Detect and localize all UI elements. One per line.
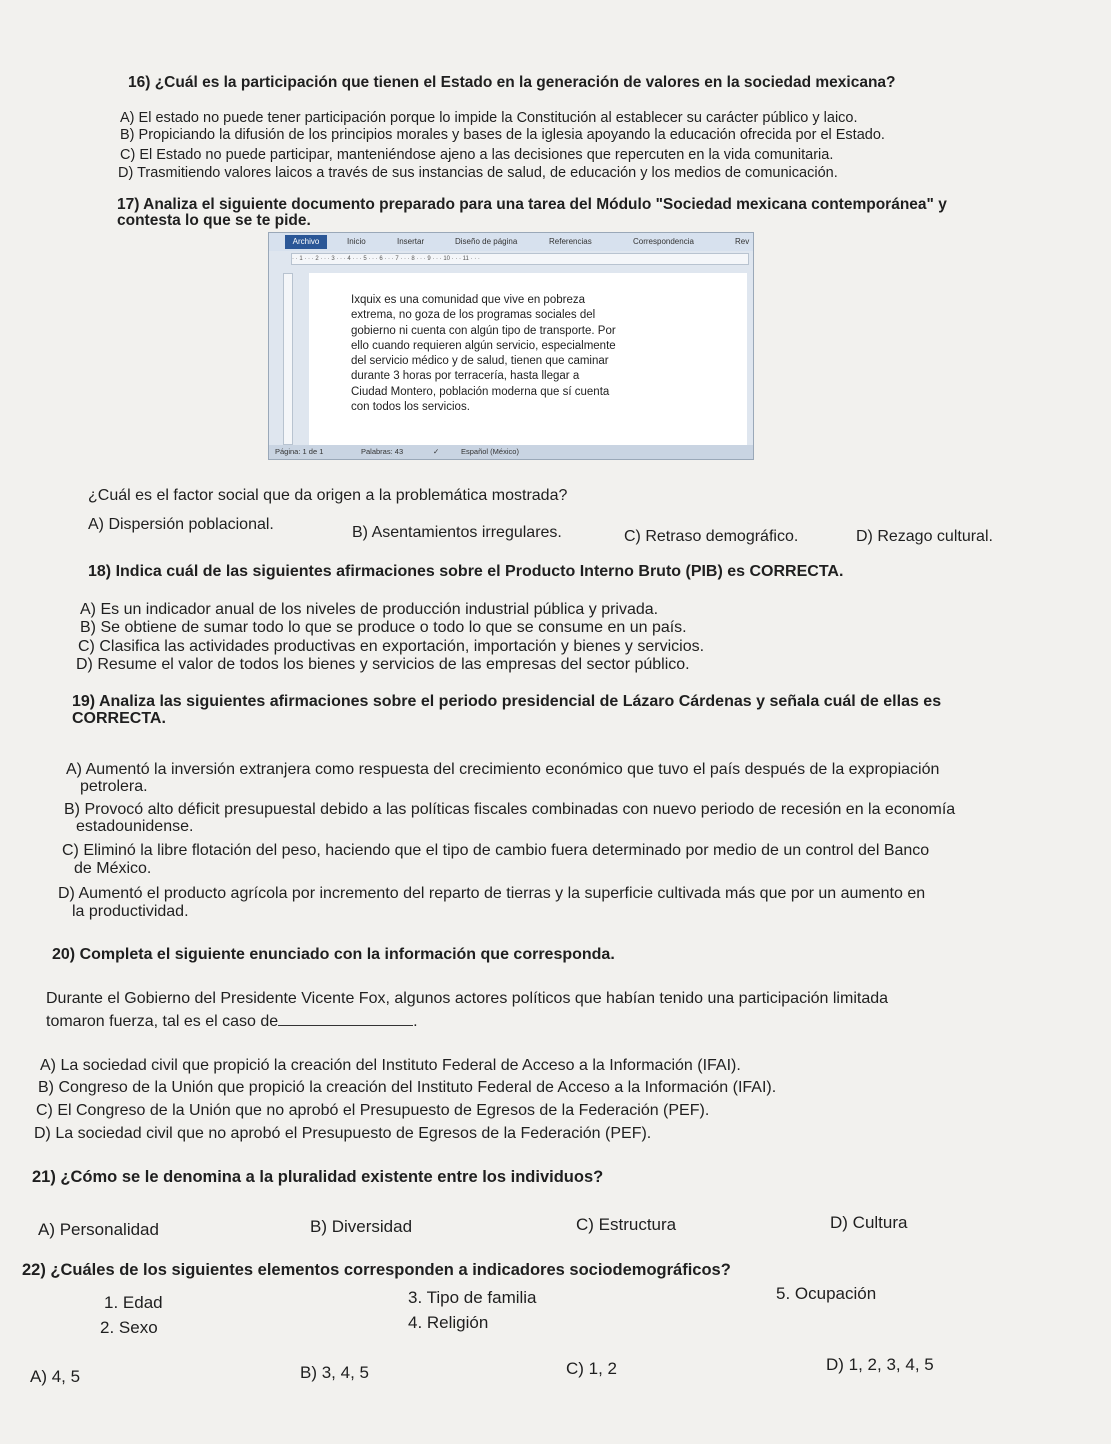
q20-statement-end: . xyxy=(413,1013,418,1030)
tab-archivo: Archivo xyxy=(285,235,327,249)
q18-option-d: D) Resume el valor de todos los bienes y servicios de las empresas del sector público. xyxy=(76,656,690,673)
q22-item-3: 3. Tipo de familia xyxy=(408,1288,537,1307)
q22-item-1: 1. Edad xyxy=(104,1293,163,1312)
q16-option-b: B) Propiciando la difusión de los principios morales y bases de la iglesia apoyando la educación ofrecida por el Estado. xyxy=(120,127,885,143)
answer-blank xyxy=(278,1013,413,1026)
q17-option-a: A) Dispersión poblacional. xyxy=(88,516,274,533)
q22-option-c: C) 1, 2 xyxy=(566,1359,618,1378)
word-status-bar xyxy=(269,445,753,459)
q19-question: 19) Analiza las siguientes afirmaciones sobre el periodo presidencial de Lázaro Cárdenas y señala cuál de ellas es xyxy=(72,693,942,710)
vertical-ruler xyxy=(283,273,293,445)
q17-question-cont: contesta lo que se te pide. xyxy=(117,212,311,229)
q17-option-b: B) Asentamientos irregulares. xyxy=(352,524,562,541)
q19-option-a: A) Aumentó la inversión extranjera como respuesta del crecimiento económico que tuvo el país después de la expropiación xyxy=(66,761,940,778)
q21-option-a: A) Personalidad xyxy=(38,1220,159,1239)
doc-line: extrema, no goza de los programas sociales del xyxy=(351,309,596,322)
q22-item-5: 5. Ocupación xyxy=(776,1284,877,1303)
q20-statement: Durante el Gobierno del Presidente Vicente Fox, algunos actores políticos que habían tenido una participación limitada xyxy=(46,990,889,1007)
q19-option-b-cont: estadounidense. xyxy=(76,818,194,835)
q16-option-d: D) Trasmitiendo valores laicos a través de sus instancias de salud, de educación y los medios de comunicación. xyxy=(118,165,838,181)
q21-option-d: D) Cultura xyxy=(830,1213,908,1232)
q22-option-b: B) 3, 4, 5 xyxy=(300,1363,369,1382)
q22-option-d: D) 1, 2, 3, 4, 5 xyxy=(826,1355,934,1374)
doc-line: con todos los servicios. xyxy=(351,401,470,414)
tab-referencias: Referencias xyxy=(549,237,592,246)
q19-option-b: B) Provocó alto déficit presupuestal debido a las políticas fiscales combinadas con nuevo periodo de recesión en la economía xyxy=(64,801,956,818)
q20-option-b: B) Congreso de la Unión que propició la creación del Instituto Federal de Acceso a la Información (IFAI). xyxy=(38,1079,777,1096)
q18-option-b: B) Se obtiene de sumar todo lo que se produce o todo lo que se consume en un país. xyxy=(80,619,687,636)
q16-question: 16) ¿Cuál es la participación que tienen el Estado en la generación de valores en la sociedad mexicana? xyxy=(128,74,896,91)
q22-item-4: 4. Religión xyxy=(408,1313,489,1332)
tab-correspondencia: Correspondencia xyxy=(633,237,694,246)
q19-question-cont: CORRECTA. xyxy=(72,710,166,727)
q20-option-a: A) La sociedad civil que propició la creación del Instituto Federal de Acceso a la Información (IFAI). xyxy=(40,1057,741,1074)
tab-insertar: Insertar xyxy=(397,237,425,246)
q17-question: 17) Analiza el siguiente documento preparado para una tarea del Módulo "Sociedad mexicana contemporánea" y xyxy=(117,196,947,213)
q18-option-a: A) Es un indicador anual de los niveles de producción industrial pública y privada. xyxy=(80,601,659,618)
document-page xyxy=(309,273,747,445)
q18-question: 18) Indica cuál de las siguientes afirmaciones sobre el Producto Interno Bruto (PIB) es CORRECTA. xyxy=(88,563,844,580)
q21-option-c: C) Estructura xyxy=(576,1215,677,1234)
status-language: Español (México) xyxy=(461,447,519,456)
q19-option-d: D) Aumentó el producto agrícola por incremento del reparto de tierras y la superficie cultivada más que por un aumento en xyxy=(58,885,926,902)
q17-sub-question: ¿Cuál es el factor social que da origen a la problemática mostrada? xyxy=(88,487,568,504)
spellcheck-icon: ✓ xyxy=(433,447,440,456)
horizontal-ruler: · · 1 · · · 2 · · · 3 · · · 4 · · · 5 · · · 6 · · · 7 · · · 8 · · · 9 · · · 10 · · · 11 · · · xyxy=(291,253,749,265)
doc-line: del servicio médico y de salud, tienen que caminar xyxy=(351,355,609,368)
q20-statement-start: tomaron fuerza, tal es el caso de xyxy=(46,1013,279,1030)
tab-diseno: Diseño de página xyxy=(455,237,518,246)
word-document-screenshot xyxy=(268,232,754,460)
doc-line: gobierno ni cuenta con algún tipo de transporte. Por xyxy=(351,324,616,337)
q17-option-d: D) Rezago cultural. xyxy=(856,528,993,545)
q22-item-2: 2. Sexo xyxy=(100,1318,158,1337)
doc-line: durante 3 horas por terracería, hasta llegar a xyxy=(351,370,580,383)
doc-line: Ciudad Montero, población moderna que sí cuenta xyxy=(351,385,610,398)
q20-statement-cont xyxy=(46,1013,418,1031)
q20-question: 20) Completa el siguiente enunciado con la información que corresponda. xyxy=(52,946,615,963)
q21-question: 21) ¿Cómo se le denomina a la pluralidad existente entre los individuos? xyxy=(32,1168,604,1186)
status-page: Página: 1 de 1 xyxy=(275,447,324,456)
q19-option-c-cont: de México. xyxy=(74,860,152,877)
word-ribbon xyxy=(269,233,753,251)
q19-option-a-cont: petrolera. xyxy=(80,778,148,795)
q18-option-c: C) Clasifica las actividades productivas en exportación, importación y bienes y servicios. xyxy=(78,638,705,655)
q20-option-c: C) El Congreso de la Unión que no aprobó el Presupuesto de Egresos de la Federación (PEF). xyxy=(36,1102,710,1119)
q16-option-a: A) El estado no puede tener participación porque lo impide la Constitución al establecer su carácter público y laico. xyxy=(120,110,858,126)
q19-option-c: C) Eliminó la libre flotación del peso, haciendo que el tipo de cambio fuera determinado por medio de un control del Banco xyxy=(62,842,930,859)
tab-inicio: Inicio xyxy=(347,237,366,246)
q17-option-c: C) Retraso demográfico. xyxy=(624,528,799,545)
tab-rev: Rev xyxy=(735,237,750,246)
doc-line: Ixquix es una comunidad que vive en pobreza xyxy=(351,294,585,306)
doc-line: ello cuando requieren algún servicio, especialmente xyxy=(351,339,616,352)
q22-question: 22) ¿Cuáles de los siguientes elementos corresponden a indicadores sociodemográficos? xyxy=(22,1261,731,1279)
q20-option-d: D) La sociedad civil que no aprobó el Presupuesto de Egresos de la Federación (PEF). xyxy=(34,1125,652,1142)
q22-option-a: A) 4, 5 xyxy=(30,1367,81,1386)
q21-option-b: B) Diversidad xyxy=(310,1217,413,1236)
q16-option-c: C) El Estado no puede participar, manteniéndose ajeno a las decisiones que repercuten en la vida comunitaria. xyxy=(120,147,834,163)
status-words: Palabras: 43 xyxy=(361,447,404,456)
q19-option-d-cont: la productividad. xyxy=(72,903,189,920)
